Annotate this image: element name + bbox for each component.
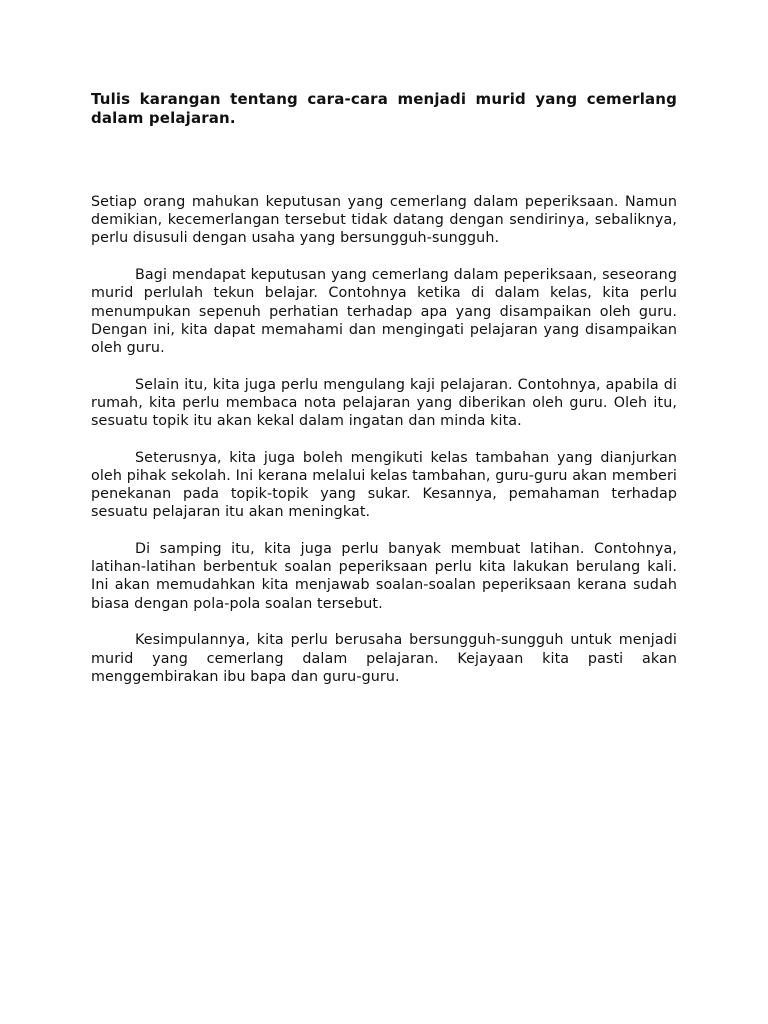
paragraph-introduction: Setiap orang mahukan keputusan yang cemerlang dalam peperiksaan. Namun demikian, kecemerlangan tersebut tidak datang dengan sendirinya, sebaliknya, perlu disusuli dengan usaha yang bersungguh-sungguh. (91, 194, 677, 247)
document-page (91, 90, 677, 704)
essay-body (91, 193, 677, 686)
paragraph-point-2: Selain itu, kita juga perlu mengulang kaji pelajaran. Contohnya, apabila di rumah, kita perlu membaca nota pelajaran yang diberikan oleh guru. Oleh itu, sesuatu topik itu akan kekal dalam ingatan dan minda kita. (91, 376, 677, 430)
essay-question-title: Tulis karangan tentang cara-cara menjadi murid yang cemerlang dalam pelajaran. (91, 90, 677, 127)
paragraph-conclusion: Kesimpulannya, kita perlu berusaha bersungguh-sungguh untuk menjadi murid yang cemerlang dalam pelajaran. Kejayaan kita pasti akan menggembirakan ibu bapa dan guru-guru. (91, 632, 677, 685)
paragraph-point-3: Seterusnya, kita juga boleh mengikuti kelas tambahan yang dianjurkan oleh pihak sekolah. Ini kerana melalui kelas tambahan, guru-guru akan memberi penekanan pada topik-topik yang sukar. Kesannya, pemahaman terhadap sesuatu pelajaran itu akan meningkat. (91, 449, 677, 521)
paragraph-point-1: Bagi mendapat keputusan yang cemerlang dalam peperiksaan, seseorang murid perlulah tekun belajar. Contohnya ketika di dalam kelas, kita perlu menumpukan sepenuh perhatian terhadap apa yang disampaikan oleh guru. Dengan ini, kita dapat memahami dan mengingati pelajaran yang disampaikan oleh guru. (91, 267, 677, 356)
paragraph-point-4: Di samping itu, kita juga perlu banyak membuat latihan. Contohnya, latihan-latihan berbentuk soalan peperiksaan perlu kita lakukan berulang kali. Ini akan memudahkan kita menjawab soalan-soalan peperiksaan kerana sudah biasa dengan pola-pola soalan tersebut. (91, 541, 677, 612)
